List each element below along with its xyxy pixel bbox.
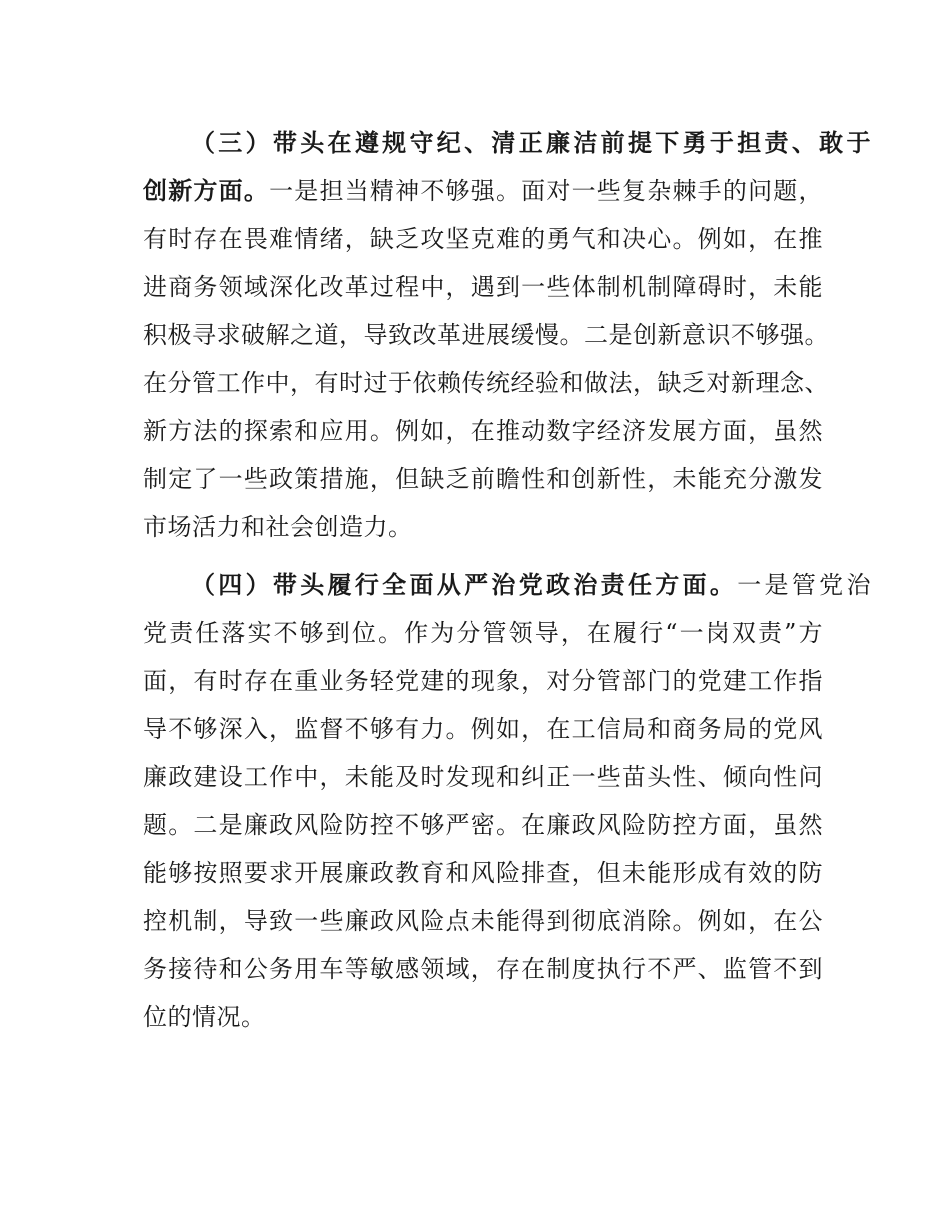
paragraph-3-line-8: 制定了一些政策措施，但缺乏前瞻性和创新性，未能充分激发 bbox=[143, 465, 823, 493]
paragraph-3-line-7: 新方法的探索和应用。例如，在推动数字经济发展方面，虽然 bbox=[143, 417, 823, 445]
paragraph-4-line-10: 位的情况。 bbox=[143, 1003, 266, 1031]
section-heading: （三）带头在遵规守纪、清正廉洁前提下勇于担责、敢于 bbox=[191, 129, 871, 157]
paragraph-3-line-4: 进商务领域深化改革过程中，遇到一些体制机制障碍时，未能 bbox=[143, 273, 823, 301]
paragraph-4-line-1: （四）带头履行全面从严治党政治责任方面。一是管党治 bbox=[191, 571, 871, 599]
paragraph-3-line-1 bbox=[191, 128, 871, 158]
paragraph-4-line-5: 廉政建设工作中，未能及时发现和纠正一些苗头性、倾向性问 bbox=[143, 763, 823, 791]
paragraph-3-line-6: 在分管工作中，有时过于依赖传统经验和做法，缺乏对新理念、 bbox=[143, 369, 829, 397]
section-heading: （四）带头履行全面从严治党政治责任方面。 bbox=[191, 571, 738, 599]
paragraph-4-line-4: 导不够深入，监督不够有力。例如，在工信局和商务局的党风 bbox=[143, 715, 823, 743]
paragraph-4-line-8: 控机制，导致一些廉政风险点未能得到彻底消除。例如，在公 bbox=[143, 907, 823, 935]
paragraph-4-line-6: 题。二是廉政风险防控不够严密。在廉政风险防控方面，虽然 bbox=[143, 811, 823, 839]
paragraph-3-line-5: 积极寻求破解之道，导致改革进展缓慢。二是创新意识不够强。 bbox=[143, 321, 829, 349]
paragraph-3-line-9: 市场活力和社会创造力。 bbox=[143, 513, 413, 541]
paragraph-4-line-3: 面，有时存在重业务轻党建的现象，对分管部门的党建工作指 bbox=[143, 667, 823, 695]
section-heading: 创新方面。 bbox=[143, 177, 270, 205]
paragraph-4-line-9: 务接待和公务用车等敏感领域，存在制度执行不严、监管不到 bbox=[143, 955, 823, 983]
paragraph-4-line-2: 党责任落实不够到位。作为分管领导，在履行“一岗双责”方 bbox=[143, 619, 823, 647]
paragraph-3-line-3: 有时存在畏难情绪，缺乏攻坚克难的勇气和决心。例如，在推 bbox=[143, 225, 823, 253]
paragraph-4-line-7: 能够按照要求开展廉政教育和风险排查，但未能形成有效的防 bbox=[143, 859, 823, 887]
paragraph-3-line-2: 创新方面。一是担当精神不够强。面对一些复杂棘手的问题， bbox=[143, 177, 824, 205]
